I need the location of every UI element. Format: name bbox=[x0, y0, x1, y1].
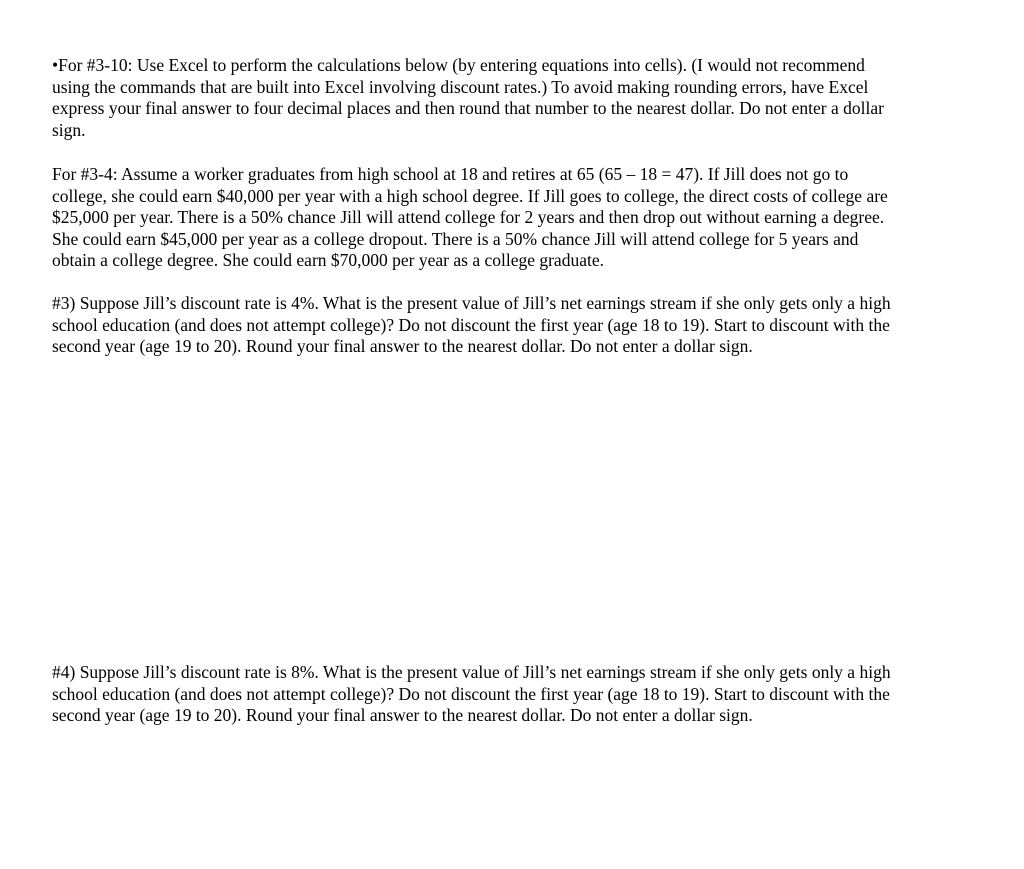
assumptions-line: obtain a college degree. She could earn $70,000 per year as a college graduate. bbox=[52, 250, 604, 270]
instructions-line: •For #3-10: Use Excel to perform the calculations below (by entering equations into cells). (I would not recommend bbox=[52, 55, 865, 75]
question-3-line: #3) Suppose Jill’s discount rate is 4%. What is the present value of Jill’s net earnings stream if she only gets only a high bbox=[52, 293, 891, 313]
instructions-line: using the commands that are built into Excel involving discount rates.) To avoid making rounding errors, have Excel bbox=[52, 76, 869, 97]
instructions-line: sign. bbox=[52, 119, 86, 140]
assumptions-paragraph bbox=[52, 164, 972, 272]
question-4-line: second year (age 19 to 20). Round your final answer to the nearest dollar. Do not enter a dollar sign. bbox=[52, 705, 753, 725]
question-4-paragraph bbox=[52, 662, 972, 727]
question-3-paragraph bbox=[52, 293, 972, 358]
question-4-line: #4) Suppose Jill’s discount rate is 8%. What is the present value of Jill’s net earnings stream if she only gets only a high bbox=[52, 662, 891, 682]
instructions-line: express your final answer to four decimal places and then round that number to the nearest dollar. Do not enter a dollar bbox=[52, 98, 884, 118]
assumptions-line: college, she could earn $40,000 per year with a high school degree. If Jill goes to college, the direct costs of college are bbox=[52, 185, 888, 206]
question-3-line: school education (and does not attempt college)? Do not discount the first year (age 18 to 19). Start to discount with the bbox=[52, 314, 890, 335]
assumptions-line: $25,000 per year. There is a 50% chance Jill will attend college for 2 years and then drop out without earning a degree. bbox=[52, 207, 885, 227]
question-4-line: school education (and does not attempt college)? Do not discount the first year (age 18 to 19). Start to discount with the bbox=[52, 683, 890, 704]
instructions-paragraph bbox=[52, 55, 972, 141]
assumptions-line: She could earn $45,000 per year as a college dropout. There is a 50% chance Jill will attend college for 5 years and bbox=[52, 228, 859, 249]
question-3-line: second year (age 19 to 20). Round your final answer to the nearest dollar. Do not enter a dollar sign. bbox=[52, 336, 753, 356]
assumptions-line: For #3-4: Assume a worker graduates from high school at 18 and retires at 65 (65 – 18 = 47). If Jill does not go to bbox=[52, 164, 849, 184]
